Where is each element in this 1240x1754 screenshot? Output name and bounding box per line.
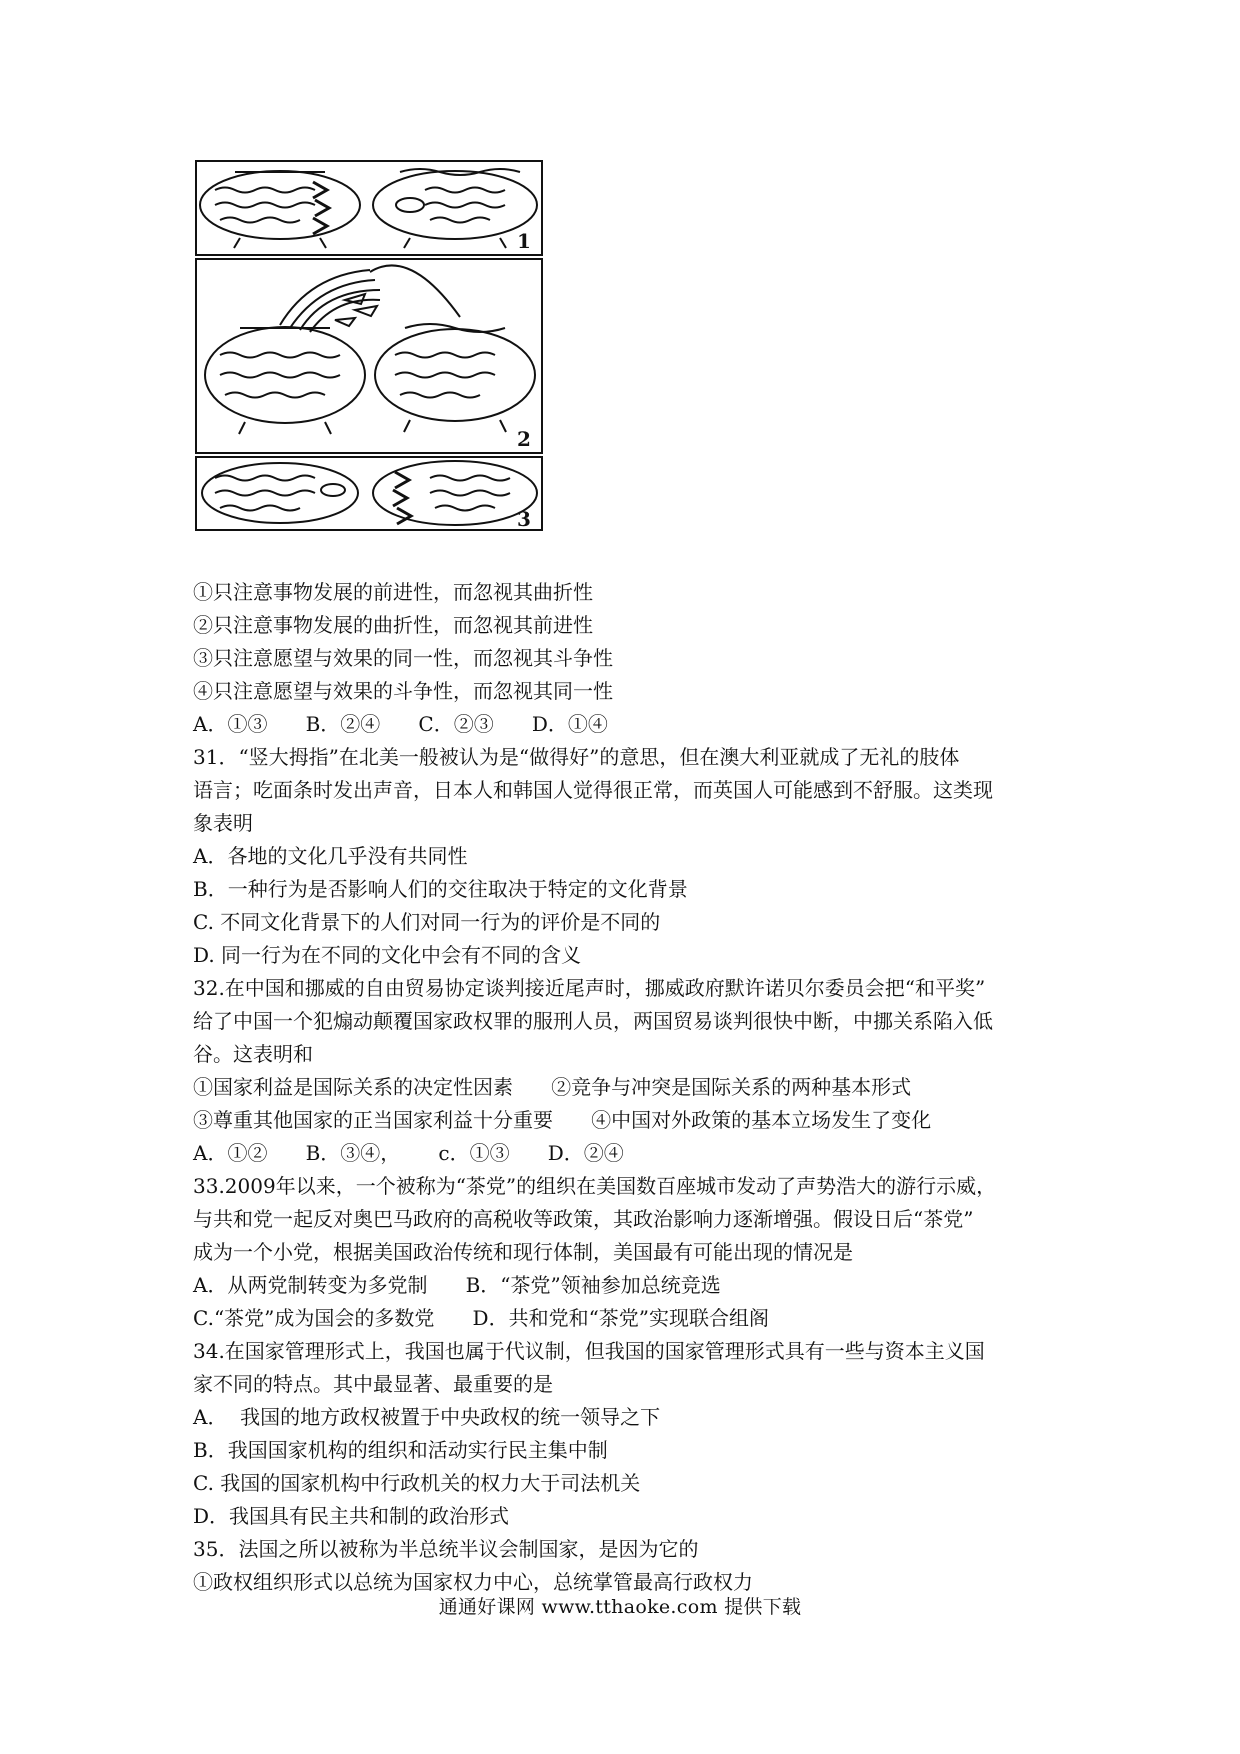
answer-choices: A．从两党制转变为多党制 B．“茶党”领袖参加总统竞选: [193, 1273, 721, 1297]
question-31-stem: 象表明: [193, 811, 253, 835]
question-34-stem: 家不同的特点。其中最显著、最重要的是: [193, 1372, 553, 1396]
question-31-stem: 31．“竖大拇指”在北美一般被认为是“做得好”的意思，但在澳大利亚就成了无礼的肢体: [193, 745, 960, 769]
answer-choices: A．①③ B．②④ C．②③ D．①④: [193, 712, 608, 736]
answer-choices: C.“茶党”成为国会的多数党 D．共和党和“茶党”实现联合组阁: [193, 1306, 770, 1330]
question-33-stem: 成为一个小党，根据美国政治传统和现行体制，美国最有可能出现的情况是: [193, 1240, 853, 1264]
question-32-stem: 给了中国一个犯煽动颠覆国家政权罪的服刑人员，两国贸易谈判很快中断，中挪关系陷入低: [193, 1009, 993, 1033]
answer-choice: A． 我国的地方政权被置于中央政权的统一领导之下: [193, 1405, 661, 1429]
question-34-stem: 34.在国家管理形式上，我国也属于代议制，但我国的国家管理形式具有一些与资本主义国: [193, 1339, 985, 1363]
answer-choice: B．我国国家机构的组织和活动实行民主集中制: [193, 1438, 608, 1462]
panel-3-fish-group: [393, 472, 411, 524]
panel-1-label: 1: [517, 229, 531, 253]
answer-choices: A．①② B．③④， c．①③ D．②④: [193, 1141, 624, 1165]
page-footer: 通通好课网 www.tthaoke.com 提供下载: [438, 1596, 802, 1618]
answer-choice: B．一种行为是否影响人们的交往取决于特定的文化背景: [193, 877, 688, 901]
cartoon-drawing: [195, 160, 545, 532]
question-32-stem: 谷。这表明和: [193, 1042, 313, 1066]
question-31-stem: 语言；吃面条时发出声音，日本人和韩国人觉得很正常，而英国人可能感到不舒服。这类现: [193, 778, 993, 802]
answer-choice: D. 同一行为在不同的文化中会有不同的含义: [193, 943, 582, 967]
panel-1-fish-group: [313, 182, 329, 234]
question-33-stem: 与共和党一起反对奥巴马政府的高税收等政策，其政治影响力逐渐增强。假设日后“茶党”: [193, 1207, 974, 1231]
panel-1-left-pot: [200, 171, 360, 248]
option-line: ①只注意事物发展的前进性，而忽视其曲折性: [193, 580, 593, 604]
answer-choice: C. 我国的国家机构中行政机关的权力大于司法机关: [193, 1471, 641, 1495]
question-33-stem: 33.2009年以来，一个被称为“茶党”的组织在美国数百座城市发动了声势浩大的游行示威，: [193, 1174, 997, 1198]
panel-2-jumping-fish: [280, 265, 460, 332]
panel-3-label: 3: [517, 507, 531, 531]
cartoon-figure: [195, 160, 545, 532]
option-line: ④只注意愿望与效果的斗争性，而忽视其同一性: [193, 679, 613, 703]
question-35-stem: 35．法国之所以被称为半总统半议会制国家，是因为它的: [193, 1537, 699, 1561]
question-32-stem: 32.在中国和挪威的自由贸易协定谈判接近尾声时，挪威政府默许诺贝尔委员会把“和平奖”: [193, 976, 986, 1000]
question-text: [193, 576, 1073, 1599]
panel-2-label: 2: [517, 427, 531, 451]
panel-1-right-pot: [373, 169, 537, 248]
panel-2-frame: [196, 259, 542, 453]
option-line: ①政权组织形式以总统为国家权力中心，总统掌管最高行政权力: [193, 1570, 753, 1594]
panel-2-right-pot: [375, 324, 535, 432]
option-line: ③只注意愿望与效果的同一性，而忽视其斗争性: [193, 646, 613, 670]
answer-choice: A．各地的文化几乎没有共同性: [193, 844, 468, 868]
panel-3-left-pot: [202, 463, 358, 523]
option-line: ②只注意事物发展的曲折性，而忽视其前进性: [193, 613, 593, 637]
panel-2-left-pot: [205, 327, 365, 434]
answer-choice: D．我国具有民主共和制的政治形式: [193, 1504, 510, 1528]
answer-choice: C. 不同文化背景下的人们对同一行为的评价是不同的: [193, 910, 661, 934]
option-line: ①国家利益是国际关系的决定性因素 ②竞争与冲突是国际关系的两种基本形式: [193, 1075, 912, 1099]
option-line: ③尊重其他国家的正当国家利益十分重要 ④中国对外政策的基本立场发生了变化: [193, 1108, 932, 1132]
